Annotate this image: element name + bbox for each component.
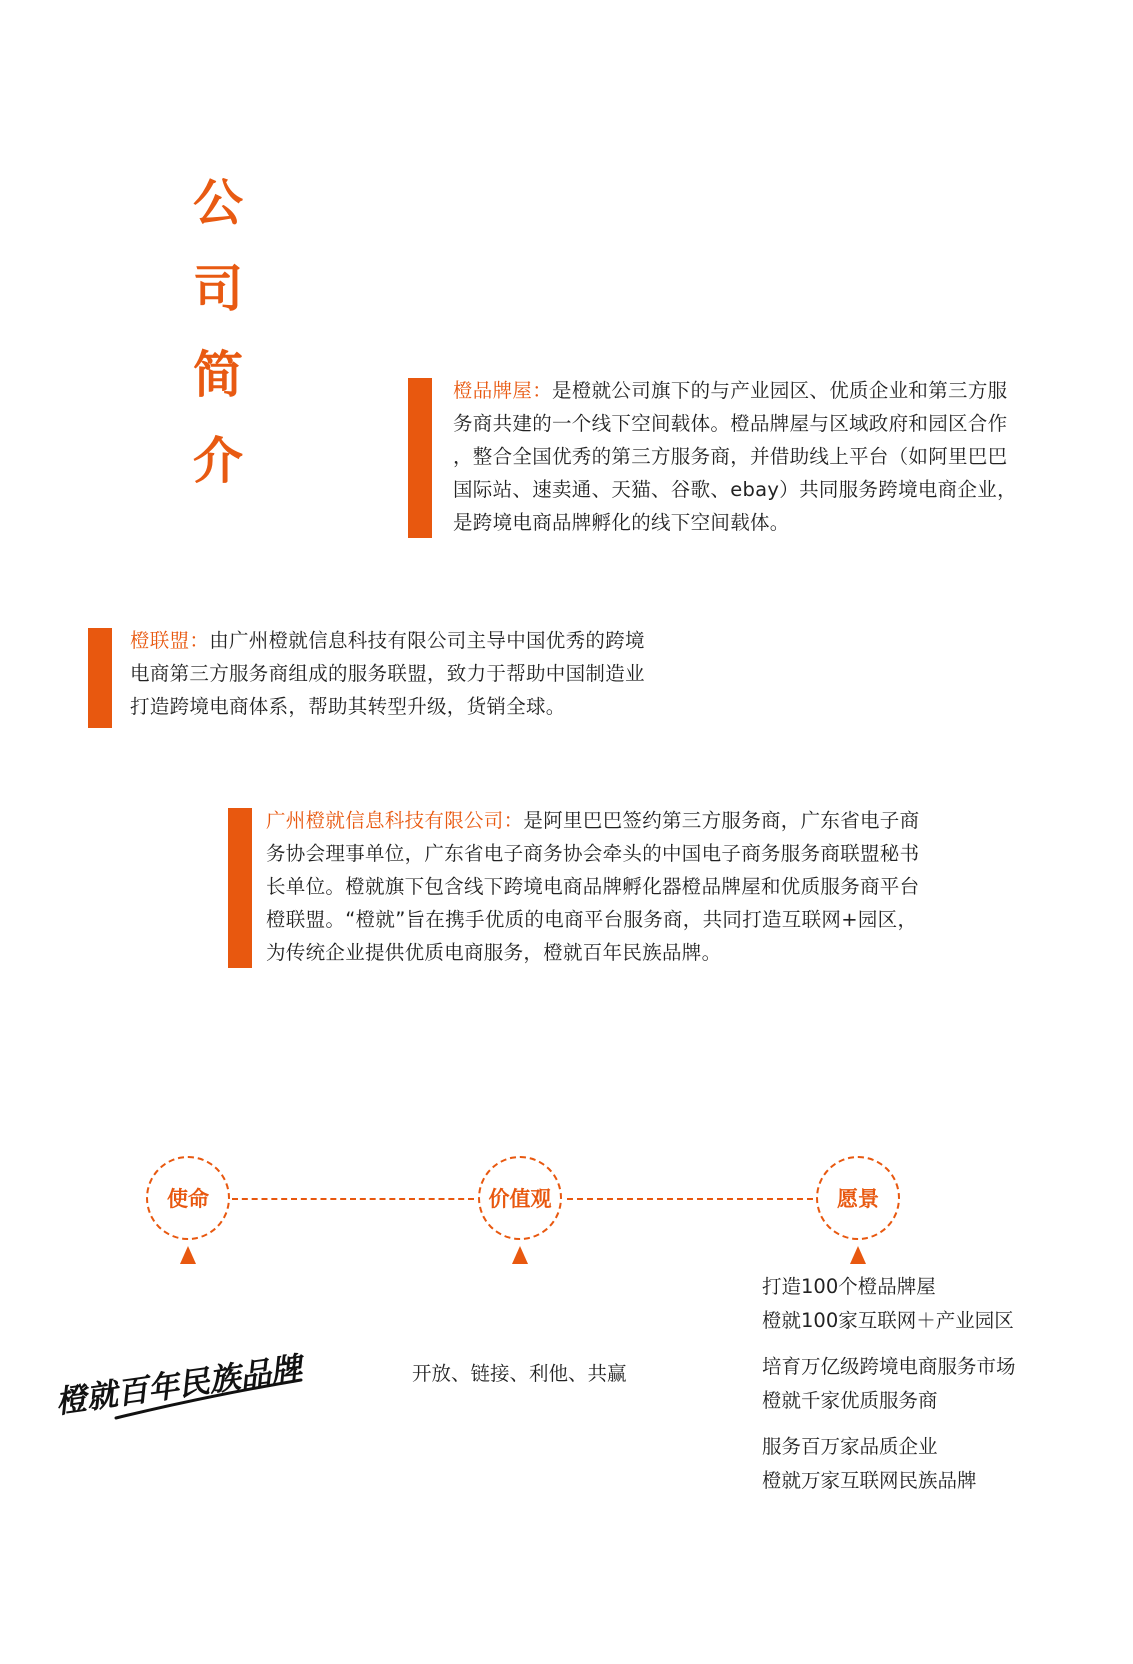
section-lead: 橙联盟： [130,629,210,652]
connector-line [567,1198,813,1200]
triangle-up-icon [512,1246,528,1264]
pillar-vision: 愿景 [816,1156,900,1240]
vision-item-2-line1: 培育万亿级跨境电商服务市场 [762,1355,1016,1378]
vision-item-1-line1: 打造100个橙品牌屋 [762,1275,936,1298]
accent-bar [228,808,252,968]
section-lead: 广州橙就信息科技有限公司： [266,809,524,832]
title-char-3: 简 [193,346,243,404]
section-company-text: 广州橙就信息科技有限公司：是阿里巴巴签约第三方服务商，广东省电子商 务协会理事单位，广东省电子商务协会牵头的中国电子商务服务商联盟秘书 长单位。橙就旗下包含线下跨境电商品牌孵化器橙品牌屋和优质服务商平台 橙联盟。“橙就”旨在携手优质的电商平台服务商，共同打造互联网+园区， 为传统企业提供优质电商服务，橙就百年民族品牌。 [266,809,920,964]
vision-item-1-line2: 橙就100家互联网＋产业园区 [762,1309,1014,1332]
accent-bar [88,628,112,728]
section-alliance [88,628,688,738]
values-text: 开放、链接、利他、共赢 [412,1362,627,1385]
slogan-svg [46,1336,316,1426]
accent-bar [408,378,432,538]
title-char-2: 司 [193,260,243,318]
connector-line [232,1198,474,1200]
slogan-text: 橙就百年民族品牌 [53,1350,304,1421]
triangle-up-icon [180,1246,196,1264]
pillar-mission: 使命 [146,1156,230,1240]
vision-item-3-line1: 服务百万家品质企业 [762,1435,938,1458]
title-char-4: 介 [193,432,243,490]
slogan-calligraphy [46,1336,316,1426]
page-title [186,160,250,504]
vision-item-3-line2: 橙就万家互联网民族品牌 [762,1469,977,1492]
vision-item-2-line2: 橙就千家优质服务商 [762,1389,938,1412]
section-brand-house-text: 橙品牌屋：是橙就公司旗下的与产业园区、优质企业和第三方服 务商共建的一个线下空间载体。橙品牌屋与区域政府和园区合作 ，整合全国优秀的第三方服务商，并借助线上平台（如阿里巴巴 国际站、速卖通、天猫、谷歌、ebay）共同服务跨境电商企业， 是跨境电商品牌孵化的线下空间载体。 [453,379,1017,534]
section-alliance-text: 橙联盟：由广州橙就信息科技有限公司主导中国优秀的跨境 电商第三方服务商组成的服务联盟，致力于帮助中国制造业 打造跨境电商体系，帮助其转型升级，货销全球。 [130,629,645,718]
section-brand-house [408,378,1048,548]
section-lead: 橙品牌屋： [453,379,553,402]
title-char-1: 公 [193,174,243,232]
triangle-up-icon [850,1246,866,1264]
section-company [228,808,978,978]
pillar-values: 价值观 [478,1156,562,1240]
